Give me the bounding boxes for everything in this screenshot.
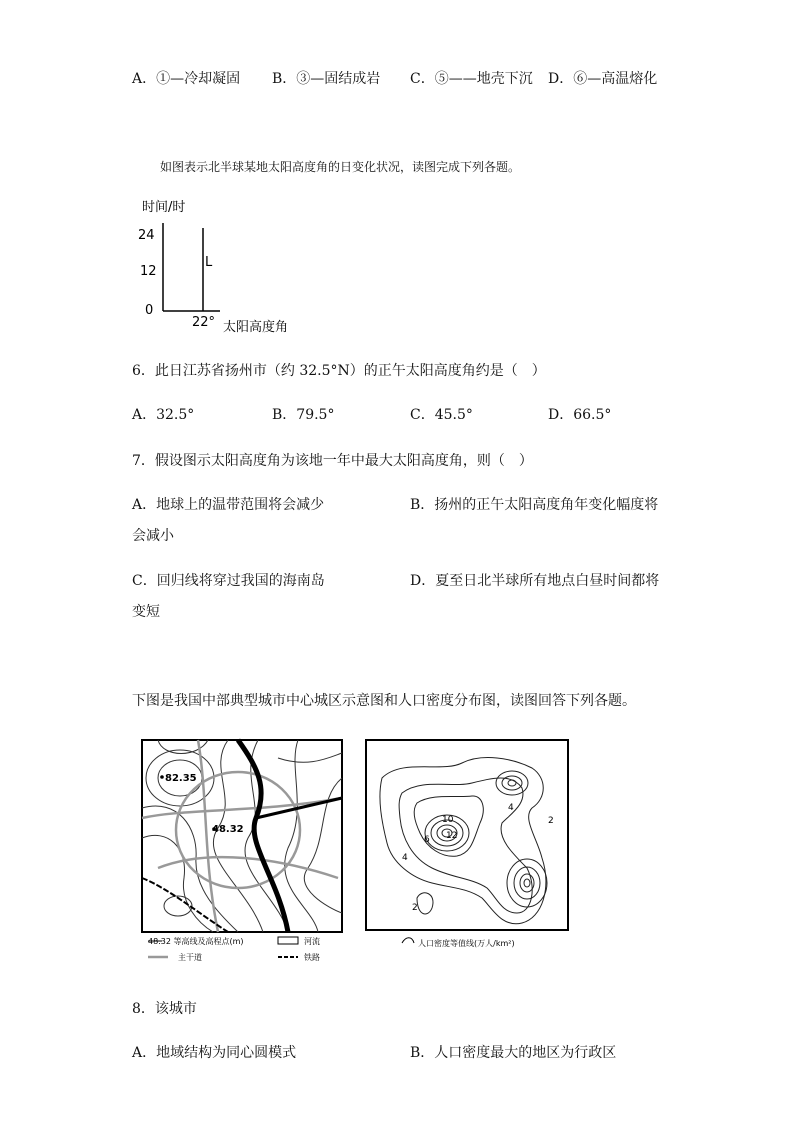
- q5-option-a: A．①—冷却凝固: [132, 71, 241, 87]
- density-label-12: 12: [446, 831, 458, 841]
- q8-option-a: A．地域结构为同心圆模式: [132, 1045, 297, 1061]
- q8-stem: 8．该城市: [132, 1001, 197, 1017]
- q5-option-c: C．⑤——地壳下沉: [410, 71, 533, 87]
- q5-option-d: D．⑥—高温熔化: [548, 71, 658, 87]
- y-tick-12: 12: [140, 264, 157, 279]
- q8-option-b: B．人口密度最大的地区为行政区: [410, 1045, 617, 1061]
- q5-option-b: B．③—固结成岩: [272, 71, 381, 87]
- city-center-map: [138, 738, 348, 968]
- q6-option-b: B．79.5°: [272, 407, 335, 423]
- legend-railway: 铁路: [304, 953, 320, 962]
- legend-river: 河流: [304, 937, 320, 946]
- q7-stem: 7．假设图示太阳高度角为该地一年中最大太阳高度角，则（ ）: [132, 453, 533, 469]
- q7-option-c: C．回归线将穿过我国的海南岛: [132, 573, 325, 589]
- elevation-point-2: 48.32: [212, 824, 244, 835]
- density-label-4-w: 4: [402, 853, 408, 863]
- y-tick-0: 0: [145, 303, 154, 318]
- q6-option-a: A．32.5°: [132, 407, 195, 423]
- intro-text-1: 如图表示北半球某地太阳高度角的日变化状况，读图完成下列各题。: [160, 160, 521, 174]
- series-label-l: L: [205, 255, 213, 270]
- q7-option-b-cont: 会减小: [132, 528, 174, 544]
- q6-option-c: C．45.5°: [410, 407, 473, 423]
- x-axis-label: 太阳高度角: [223, 320, 289, 335]
- legend-road: 主干道: [178, 953, 202, 962]
- density-label-10: 10: [442, 815, 454, 825]
- density-label-4-ne: 4: [508, 803, 514, 813]
- q7-option-b: B．扬州的正午太阳高度角年变化幅度将: [410, 497, 659, 513]
- elevation-point-1: 82.35: [165, 773, 197, 784]
- legend-density: 人口密度等值线(万人/km²): [418, 939, 515, 948]
- density-label-2-sw: 2: [412, 903, 418, 913]
- q7-option-d: D．夏至日北半球所有地点白昼时间都将: [410, 573, 660, 589]
- q6-option-d: D．66.5°: [548, 407, 612, 423]
- legend-contour: 48.32 等高线及高程点(m): [148, 937, 244, 946]
- population-density-map: [362, 738, 574, 953]
- y-axis-label: 时间/时: [142, 200, 186, 215]
- y-tick-24: 24: [138, 228, 155, 243]
- density-label-6: 6: [424, 835, 430, 845]
- density-label-2-e: 2: [548, 816, 554, 826]
- intro-text-2: 下图是我国中部典型城市中心城区示意图和人口密度分布图，读图回答下列各题。: [132, 693, 636, 709]
- q7-option-a: A．地球上的温带范围将会减少: [132, 497, 325, 513]
- solar-altitude-chart: [125, 195, 315, 340]
- q6-stem: 6．此日江苏省扬州市（约 32.5°N）的正午太阳高度角约是（ ）: [132, 363, 546, 379]
- x-tick-22: 22°: [192, 315, 216, 330]
- q7-option-d-cont: 变短: [132, 604, 160, 620]
